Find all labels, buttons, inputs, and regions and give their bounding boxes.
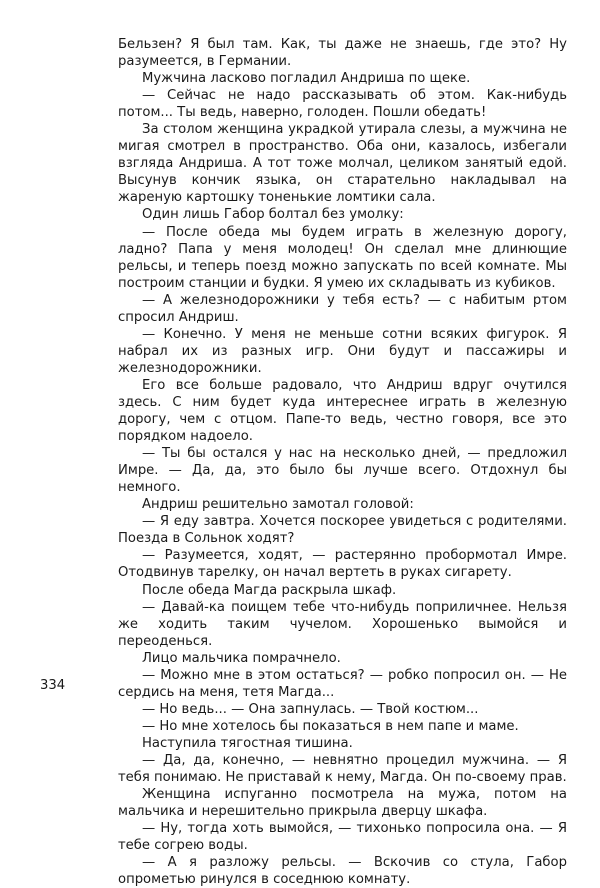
- paragraph: — Разумеется, ходят, — растерянно пробормотал Имре. Отодвинув тарелку, он начал вертеть в руках сигарету.: [118, 548, 567, 581]
- paragraph: — После обеда мы будем играть в железную дорогу, ладно? Папа у меня молодец! Он сделал мне длинющие рельсы, и теперь поезд можно запускать по всей комнате. Мы построим станции и будки. Я умею их складывать из кубиков.: [118, 224, 567, 291]
- paragraph: Его все больше радовало, что Андриш вдруг очутился здесь. С ним будет куда интереснее играть в железную дорогу, чем с отцом. Папе-то ведь, честно говоря, все это порядком надоело.: [118, 377, 567, 445]
- paragraph: Один лишь Габор болтал без умолку:: [142, 207, 404, 223]
- paragraph: Женщина испуганно посмотрела на мужа, потом на мальчика и нерешительно прикрыла дверцу шкафа.: [118, 787, 567, 820]
- paragraph: — Да, да, конечно, — невнятно процедил мужчина. — Я тебя понимаю. Не приставай к нему, Магда. Он по-своему прав.: [118, 752, 567, 786]
- page-number: 334: [40, 678, 66, 693]
- body-text: [118, 36, 567, 888]
- paragraph: — Ты бы остался у нас на несколько дней, — предложил Имре. — Да, да, это было бы лучше всего. Отдохнул бы немного.: [118, 446, 567, 496]
- paragraph: Наступила тягостная тишина.: [142, 735, 353, 751]
- paragraph: Мужчина ласково погладил Андриша по щеке.: [142, 71, 471, 87]
- paragraph: — Я еду завтра. Хочется поскорее увидеться с родителями. Поезда в Сольнок ходят?: [118, 514, 567, 547]
- paragraph: — Давай-ка поищем тебе что-нибудь поприличнее. Нельзя же ходить таким чучелом. Хорошенько вымойся и переоденься.: [118, 599, 567, 649]
- paragraph: — А железнодорожники у тебя есть? — с набитым ртом спросил Андриш.: [118, 292, 567, 325]
- paragraph: — А я разложу рельсы. — Вскочив со стула, Габор опрометью ринулся в соседнюю комнату.: [118, 855, 567, 888]
- paragraph: — Ну, тогда хоть вымойся, — тихонько попросила она. — Я тебе согрею воды.: [118, 821, 567, 854]
- paragraph: — Конечно. У меня не меньше сотни всяких фигурок. Я набрал их из разных игр. Они будут и пассажиры и железнодорожники.: [118, 326, 567, 376]
- paragraph: После обеда Магда раскрыла шкаф.: [142, 582, 397, 598]
- paragraph: Бельзен? Я был там. Как, ты даже не знаешь, где это? Ну разумеется, в Германии.: [118, 37, 567, 70]
- paragraph: — Сейчас не надо рассказывать об этом. Как-нибудь потом... Ты ведь, наверно, голоден. Пошли обедать!: [118, 88, 567, 121]
- paragraph: — Но ведь... — Она запнулась. — Твой костюм...: [142, 701, 479, 717]
- paragraph: Андриш решительно замотал головой:: [142, 497, 414, 513]
- paragraph: Лицо мальчика помрачнело.: [142, 650, 341, 666]
- paragraph: За столом женщина украдкой утирала слезы, а мужчина не мигая смотрел в пространство. Оба они, казалось, избегали взгляда Андриша. А тот тоже молчал, целиком занятый едой. Высунув кончик языка, он старательно накладывал на жареную картошку тоненькие ломтики сала.: [118, 122, 567, 206]
- paragraph: — Но мне хотелось бы показаться в нем папе и маме.: [142, 718, 519, 734]
- paragraph: — Можно мне в этом остаться? — робко попросил он. — Не сердись на меня, тетя Магда...: [118, 667, 567, 700]
